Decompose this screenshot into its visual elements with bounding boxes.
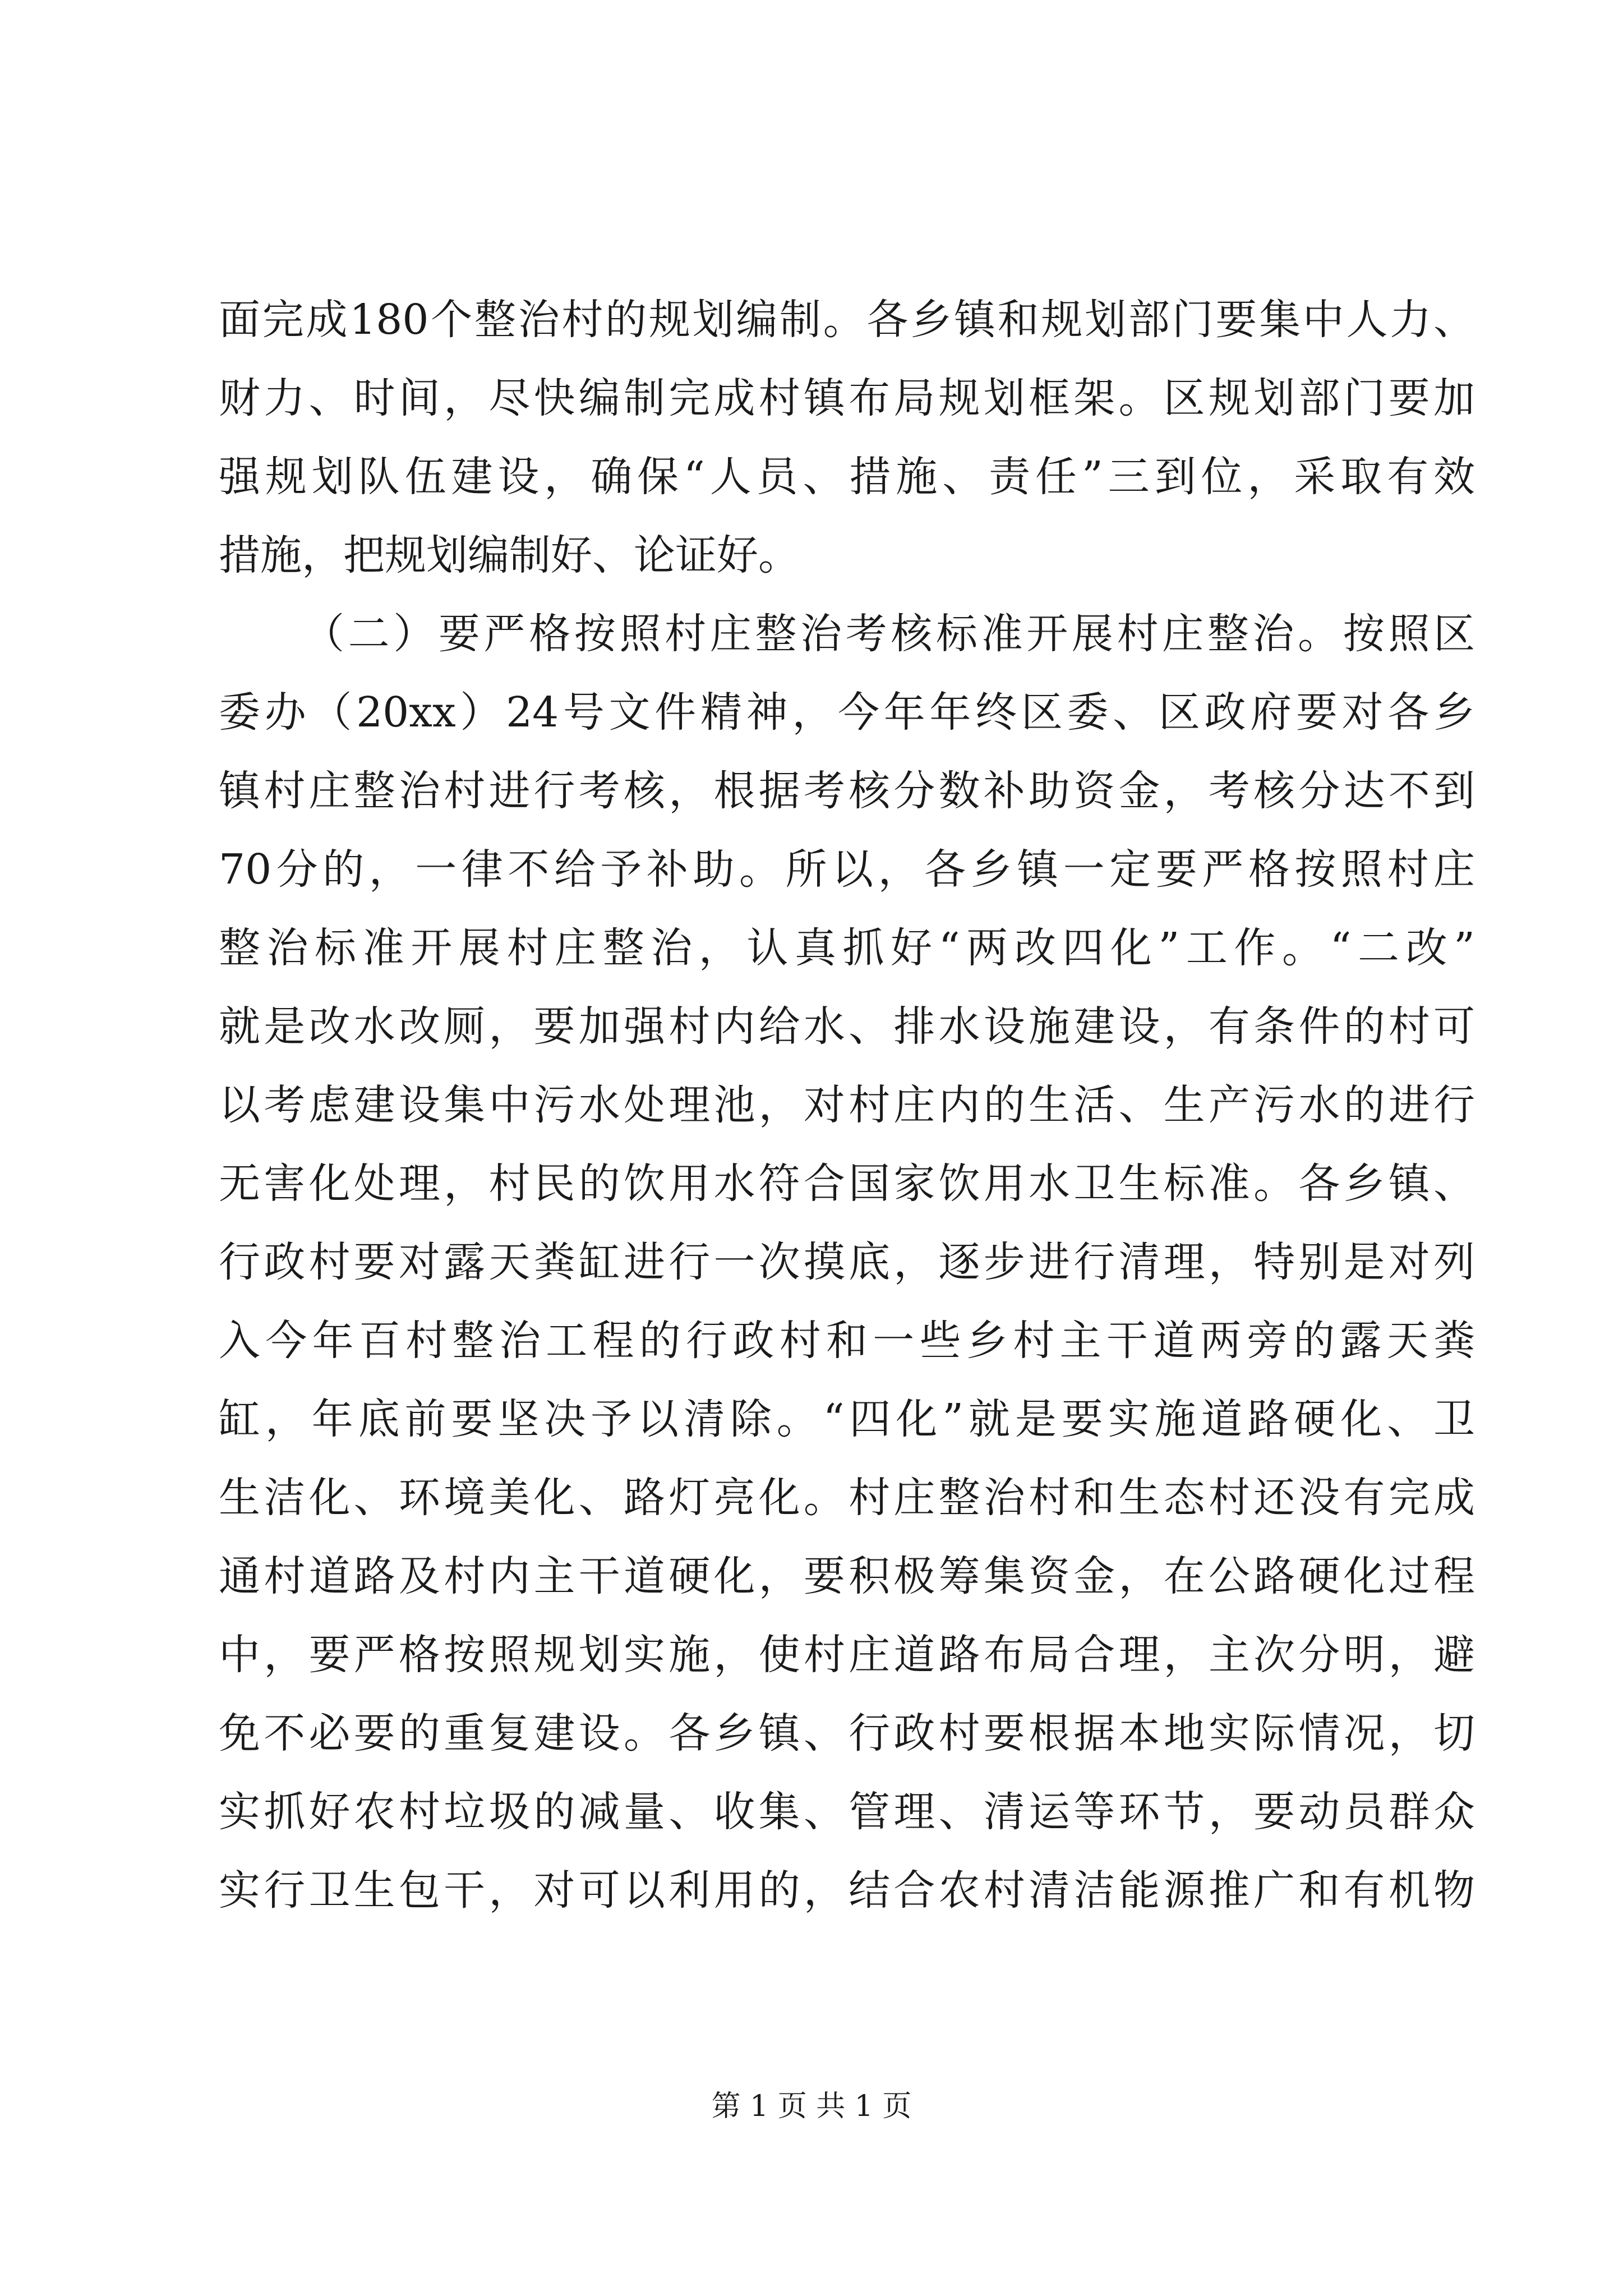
text-line: 中，要严格按照规划实施，使村庄道路布局合理，主次分明，避	[219, 1631, 1475, 1679]
text-line: 实抓好农村垃圾的减量、收集、管理、清运等环节，要动员群众	[219, 1788, 1475, 1836]
page-footer	[0, 2087, 1623, 2126]
text-line: 强规划队伍建设，确保“人员、措施、责任”三到位，采取有效	[219, 453, 1475, 501]
text-line: 镇村庄整治村进行考核，根据考核分数补助资金，考核分达不到	[219, 767, 1475, 815]
text-line: 就是改水改厕，要加强村内给水、排水设施建设，有条件的村可	[219, 1002, 1475, 1051]
text-line: 整治标准开展村庄整治，认真抓好“两改四化”工作。“二改”	[219, 924, 1475, 972]
text-line: 以考虑建设集中污水处理池，对村庄内的生活、生产污水的进行	[219, 1081, 1475, 1129]
page-number-label: 第 1 页 共 1 页	[711, 2090, 912, 2123]
text-line: 免不必要的重复建设。各乡镇、行政村要根据本地实际情况，切	[219, 1709, 1475, 1757]
text-line: 缸，年底前要坚决予以清除。“四化”就是要实施道路硬化、卫	[219, 1395, 1475, 1443]
text-line: 行政村要对露天粪缸进行一次摸底，逐步进行清理，特别是对列	[219, 1238, 1475, 1286]
text-line: 70分的，一律不给予补助。所以，各乡镇一定要严格按照村庄	[219, 845, 1475, 894]
text-line: 措施，把规划编制好、论证好。	[219, 531, 800, 579]
text-line: 通村道路及村内主干道硬化，要积极筹集资金，在公路硬化过程	[219, 1552, 1475, 1600]
body-text	[219, 280, 1475, 1930]
text-line: 实行卫生包干，对可以利用的，结合农村清洁能源推广和有机物	[219, 1866, 1475, 1915]
paragraph-heading-line: （二）要严格按照村庄整治考核标准开展村庄整治。按照区	[303, 610, 1475, 658]
text-line: 入今年百村整治工程的行政村和一些乡村主干道两旁的露天粪	[219, 1317, 1475, 1365]
text-line: 无害化处理，村民的饮用水符合国家饮用水卫生标准。各乡镇、	[219, 1159, 1475, 1208]
text-line: 委办（20xx）24号文件精神，今年年终区委、区政府要对各乡	[219, 688, 1475, 737]
text-line: 财力、时间，尽快编制完成村镇布局规划框架。区规划部门要加	[219, 374, 1475, 422]
text-line: 面完成180个整治村的规划编制。各乡镇和规划部门要集中人力、	[219, 296, 1475, 344]
text-line: 生洁化、环境美化、路灯亮化。村庄整治村和生态村还没有完成	[219, 1474, 1475, 1522]
